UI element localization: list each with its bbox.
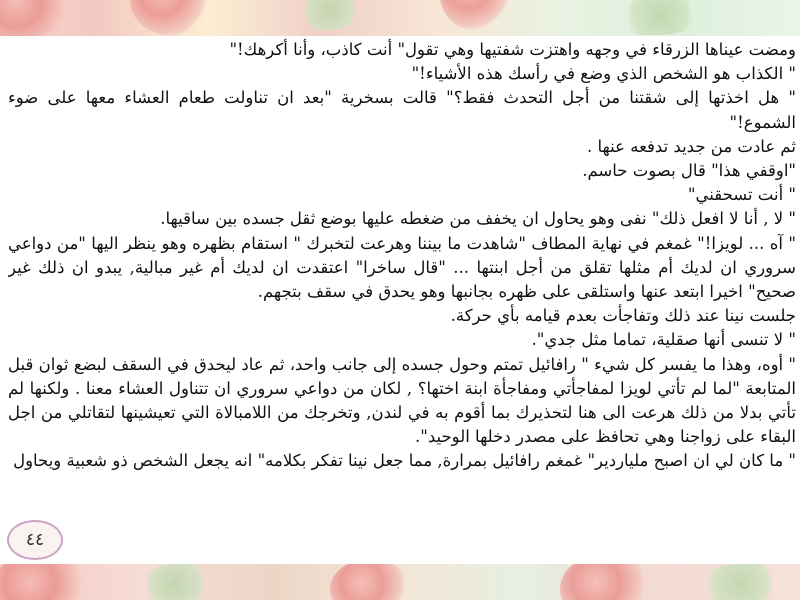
decorative-floral-footer [0,564,800,600]
page-number-badge [7,520,63,560]
rose-decoration [0,564,90,600]
rose-decoration [440,0,510,30]
decorative-floral-header [0,0,800,36]
paragraph: " الكذاب هو الشخص الذي وضع في رأسك هذه الأشياء!" [411,64,796,84]
paragraph: "اوقفي هذا" قال بصوت حاسم. [582,161,796,181]
rose-decoration [560,564,650,600]
paragraph: " أوه، وهذا ما يفسر كل شيء " رافائيل تمتم وحول جسده إلى جانب واحد، ثم عاد ليحدق في السقف لبضع ثوان قبل المتابعة "لما لم تأتي لويزا لمفاجأتي ومفاجأة ابنة اختها؟ , لكان من دواعي سروري ان تتناول العشاء معنا . ولكنها لم تأتي بدلا من ذلك هرعت الى هنا لتحذيرك بما أقوم به في لندن, وتخرجك من اللامبالاة التي تعيشينها لتقاتلي من اجل البقاء على زواجنا وهي تحافظ على مصدر دخلها الوحيد". [8,354,796,447]
leaf-decoration [700,564,780,600]
page-number: ٤٤ [25,530,45,550]
paragraph: ثم عادت من جديد تدفعه عنها . [587,136,796,156]
paragraph: ومضت عيناها الزرقاء في وجهه واهتزت شفتيها وهي تقول" أنت كاذب، وأنا أكرهك!" [229,40,796,59]
paragraph: جلست نينا عند ذلك وتفاجأت بعدم قيامه بأي حركة. [450,306,796,326]
book-page-text [8,38,796,544]
rose-decoration [0,0,70,36]
paragraph: " لا , أنا لا افعل ذلك" نفى وهو يحاول ان يخفف من ضغطه عليها بوضع ثقل جسده بين ساقيها. [160,209,796,229]
paragraph: " هل اخذتها إلى شقتنا من أجل التحدث فقط؟" قالت بسخرية "بعد ان تناولت طعام العشاء معها على ضوء الشموع!" [8,88,796,132]
paragraph: " ما كان لي ان اصبح ملياردير" غمغم رافائيل بمرارة, مما جعل نينا تفكر بكلامه" انه يجعل الشخص ذو شعبية ويحاول [13,451,796,471]
leaf-decoration [300,0,360,30]
rose-decoration [330,564,410,600]
paragraph: " آه ... لويزا!" غمغم في نهاية المطاف "شاهدت ما بيننا وهرعت لتخبرك " استقام بظهره وهو ينظر اليها "من دواعي سروري ان لديك أم مثلها تقلق من أجل ابنتها ... "قال ساخرا" اعتقدت ان لديك أم غير مبالية, يبدو ان ذلك غير صحيح" اخيرا ابتعد عنها واستلقى على ظهره بجانبها وهو يحدق في سقف بتجهم. [8,233,796,302]
rose-decoration [130,0,210,35]
paragraph: " لا تنسى أنها صقلية، تماما مثل جدي". [531,330,796,350]
paragraph: " أنت تسحقني" [687,185,796,205]
leaf-decoration [140,564,210,600]
leaf-decoration [620,0,700,35]
